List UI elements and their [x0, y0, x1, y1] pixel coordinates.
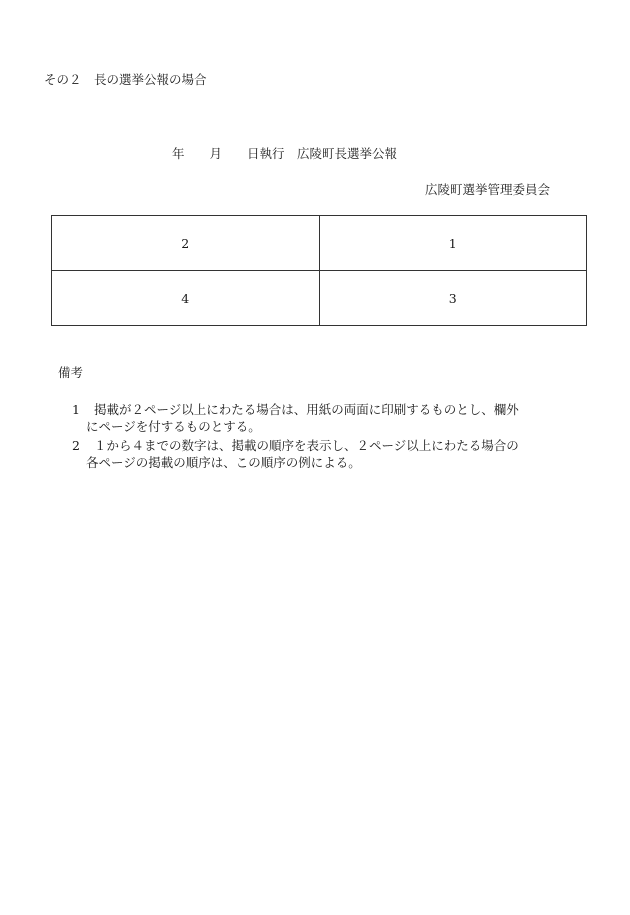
note-text-line1: 掲載が２ページ以上にわたる場合は、用紙の両面に印刷するものとし、欄外 [94, 402, 519, 417]
issue-date-title: 年 月 日執行 広陵町長選挙公報 [172, 146, 398, 161]
note-text-line2: 各ページの掲載の順序は、この順序の例による。 [86, 455, 361, 470]
note-number: 1 [72, 402, 80, 417]
remark-note [72, 401, 552, 435]
table-cell: 4 [52, 271, 320, 326]
section-heading: その２ 長の選挙公報の場合 [44, 72, 207, 87]
note-number: 2 [72, 438, 80, 453]
table-cell: 3 [319, 271, 587, 326]
table-row [52, 216, 587, 271]
remarks-title: 備考 [58, 365, 84, 380]
note-text-line1: １から４までの数字は、掲載の順序を表示し、２ページ以上にわたる場合の [94, 438, 519, 453]
table-row [52, 271, 587, 326]
note-text-line2: にページを付するものとする。 [86, 419, 261, 434]
page-order-table [51, 215, 587, 326]
table-cell: 1 [319, 216, 587, 271]
remark-note [72, 437, 552, 471]
table-cell: 2 [52, 216, 320, 271]
committee-name: 広陵町選挙管理委員会 [424, 182, 550, 197]
